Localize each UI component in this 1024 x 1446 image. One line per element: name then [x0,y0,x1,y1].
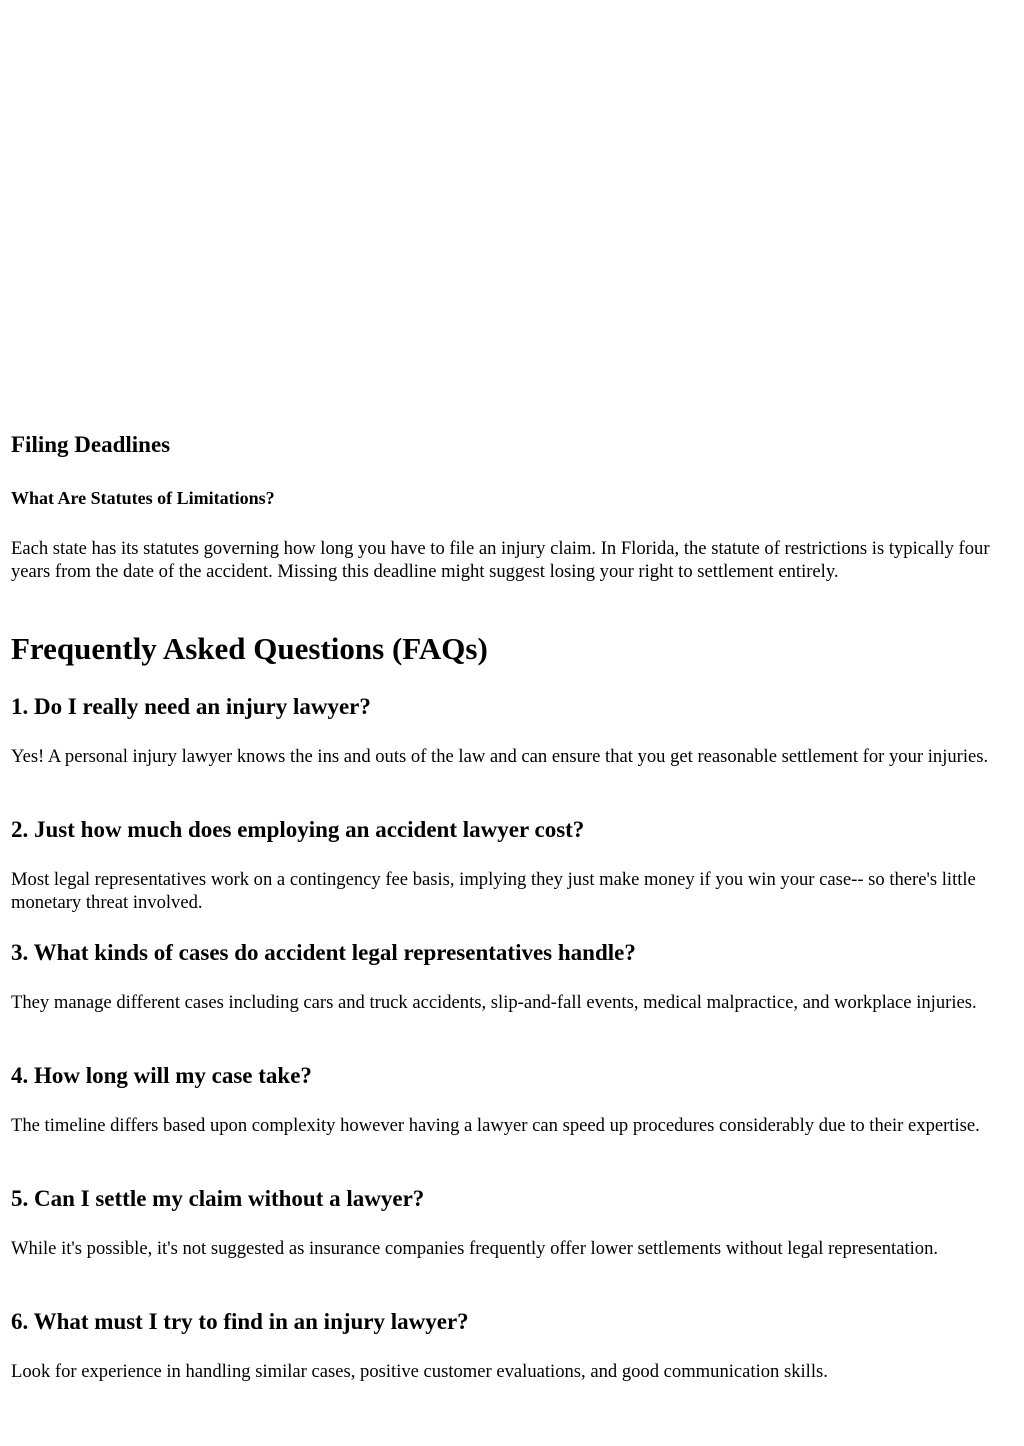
faq-answer-3: They manage different cases including cars and truck accidents, slip-and-fall events, medical malpractice, and workplace injuries. [11,992,977,1013]
faq-answer-4: The timeline differs based upon complexity however having a lawyer can speed up procedures considerably due to their expertise. [11,1115,980,1136]
faq-question-5: 5. Can I settle my claim without a lawyer? [11,1186,425,1211]
section-paragraph: Each state has its statutes governing how long you have to file an injury claim. In Florida, the statute of restrictions is typically four years from the date of the accident. Missing this deadline might suggest losing your right to settlement entirely. [11,538,990,583]
faq-answer-5: While it's possible, it's not suggested as insurance companies frequently offer lower settlements without legal representation. [11,1238,939,1259]
section-heading: Filing Deadlines [11,432,171,457]
faq-question-3: 3. What kinds of cases do accident legal representatives handle? [11,940,636,965]
faq-question-6: 6. What must I try to find in an injury lawyer? [11,1309,469,1334]
faq-question-2: 2. Just how much does employing an accident lawyer cost? [11,817,585,842]
faq-question-1: 1. Do I really need an injury lawyer? [11,694,371,719]
faq-answer-2: Most legal representatives work on a contingency fee basis, implying they just make money if you win your case-- so there's little monetary threat involved. [11,869,976,914]
faq-answer-6: Look for experience in handling similar cases, positive customer evaluations, and good communication skills. [11,1361,828,1382]
faq-heading: Frequently Asked Questions (FAQs) [11,631,488,666]
document-page [11,0,1014,1382]
faq-question-4: 4. How long will my case take? [11,1063,312,1088]
blank-area [11,0,1014,430]
section-subheading: What Are Statutes of Limitations? [11,488,275,508]
faq-answer-1: Yes! A personal injury lawyer knows the ins and outs of the law and can ensure that you get reasonable settlement for your injuries. [11,746,989,767]
